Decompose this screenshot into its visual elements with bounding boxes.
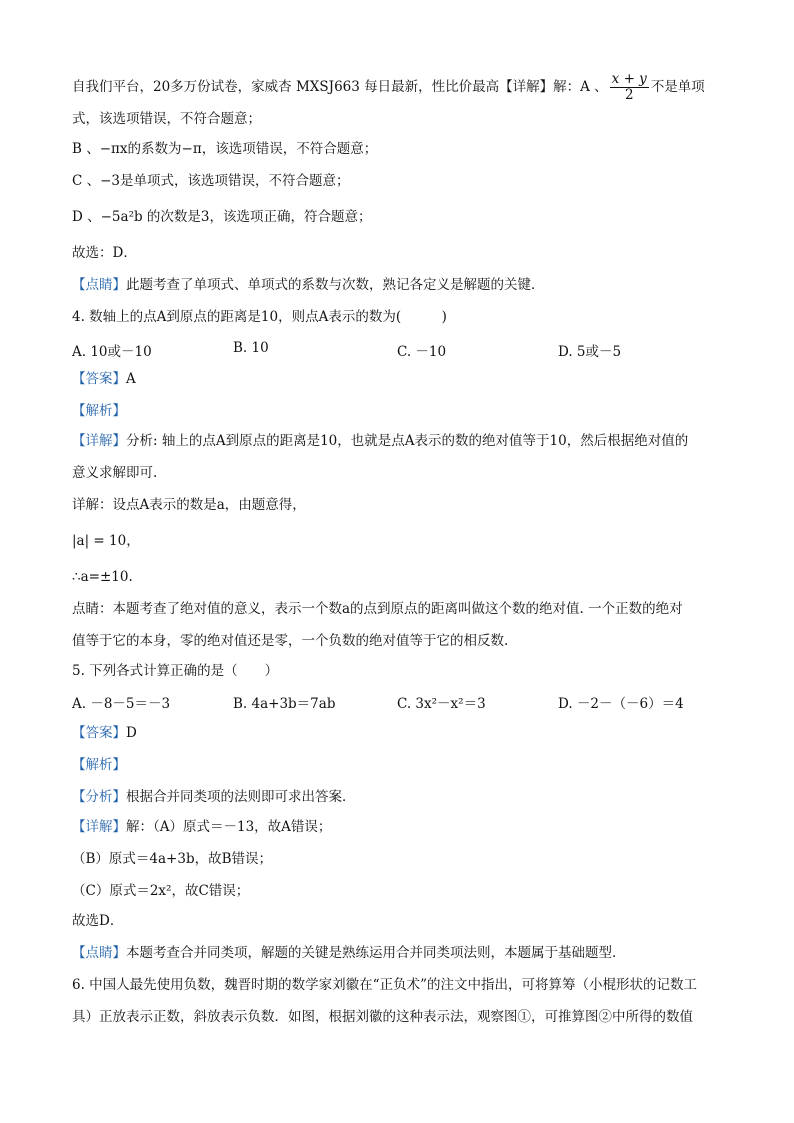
q5-fenxi <box>72 788 356 806</box>
q4-solve-line2: |a| = 10， <box>72 533 140 549</box>
q4-solve-line1: 详解：设点A表示的数是a，由题意得， <box>72 497 306 513</box>
detail-tag: 【详解】 <box>72 819 126 835</box>
fenxi-text: 根据合并同类项的法则即可求出答案． <box>126 789 356 805</box>
q3-option-d-line: D 、−5a²b 的次数是3，该选项正确，符合题意； <box>72 209 372 225</box>
q4-dian-line1: 点睛：本题考查了绝对值的意义，表示一个数a的点到原点的距离叫做这个数的绝对值. 一个正数的绝对 <box>72 601 683 617</box>
q4-solve-line3: ∴a=±10. <box>72 569 133 585</box>
detail-text: 解：（A）原式＝－13，故A错误； <box>126 819 332 835</box>
q5-analysis-tag: 【解析】 <box>72 757 126 773</box>
q4-detail-line2: 意义求解即可. <box>72 465 158 481</box>
q4-detail-line1 <box>72 432 688 450</box>
answer-tag: 【答案】 <box>72 725 126 741</box>
q5-option-c: C. 3x²－x²＝3 <box>397 696 486 712</box>
q4-option-a: A. 10或－10 <box>72 344 152 360</box>
note-text: 此题考查了单项式、单项式的系数与次数，熟记各定义是解题的关键． <box>126 277 545 293</box>
detail-tag: 【详解】 <box>72 433 126 449</box>
q6-line2: 具）正放表示正数，斜放表示负数．如图，根据刘徽的这种表示法，观察图①，可推算图②中所得的数值 <box>72 1009 693 1025</box>
q3-note <box>72 276 545 294</box>
q5-detail-b: （B）原式＝4a+3b，故B错误； <box>72 851 273 867</box>
fenxi-tag: 【分析】 <box>72 789 126 805</box>
note-tag: 【点睛】 <box>72 945 126 961</box>
q4-dian-line2: 值等于它的本身，零的绝对值还是零，一个负数的绝对值等于它的相反数. <box>72 633 509 649</box>
q5-option-b: B. 4a+3b＝7ab <box>233 696 336 712</box>
q6-line1: 6. 中国人最先使用负数，魏晋时期的数学家刘徽在“正负术”的注文中指出，可将算筹（小棍形状的记数工 <box>72 977 697 993</box>
q3-option-a-line2: 式，该选项错误，不符合题意； <box>72 111 261 127</box>
fraction-numerator: x + y <box>611 71 647 87</box>
q5-note <box>72 944 626 962</box>
note-tag: 【点睛】 <box>72 277 126 293</box>
detail-text: 分析: 轴上的点A到原点的距离是10，也就是点A表示的数的绝对值等于10，然后根据绝对值的 <box>126 433 689 449</box>
q5-answer <box>72 724 137 742</box>
q4-analysis-tag: 【解析】 <box>72 403 126 419</box>
q3-option-a-line <box>72 72 705 103</box>
q5-stem: 5. 下列各式计算正确的是（ ） <box>72 663 279 679</box>
note-text: 本题考查合并同类项，解题的关键是熟练运用合并同类项法则，本题属于基础题型． <box>126 945 626 961</box>
q4-answer <box>72 370 136 388</box>
answer-value: D <box>126 725 137 741</box>
q3-option-b-line: B 、−πx的系数为−π，该选项错误，不符合题意； <box>72 141 378 157</box>
q3-option-a-suffix: 不是单项 <box>650 79 705 95</box>
q4-option-c: C. －10 <box>397 344 447 360</box>
answer-tag: 【答案】 <box>72 371 126 387</box>
q3-option-c-line: C 、−3是单项式，该选项错误，不符合题意； <box>72 173 350 189</box>
q4-option-b: B. 10 <box>233 340 269 356</box>
fraction-x-plus-y-over-2 <box>610 72 649 103</box>
q5-choose: 故选D． <box>72 913 124 929</box>
fraction-denominator: 2 <box>624 87 634 103</box>
q3-choose: 故选：D． <box>72 245 137 261</box>
q4-stem: 4. 数轴上的点A到原点的距离是10，则点A表示的数为( ) <box>72 309 447 325</box>
q4-option-d: D. 5或－5 <box>558 344 622 360</box>
q3-option-a-text: 自我们平台，20多万份试卷，家威杏 MXSJ663 每日最新，性比价最高【详解】解：A 、 <box>72 79 608 95</box>
q5-detail-a <box>72 818 331 836</box>
q5-detail-c: （C）原式＝2x²，故C错误； <box>72 883 250 899</box>
q5-option-a: A. －8－5＝－3 <box>72 696 171 712</box>
q5-option-d: D. －2－（－6）＝4 <box>558 696 684 712</box>
answer-value: A <box>126 371 136 387</box>
